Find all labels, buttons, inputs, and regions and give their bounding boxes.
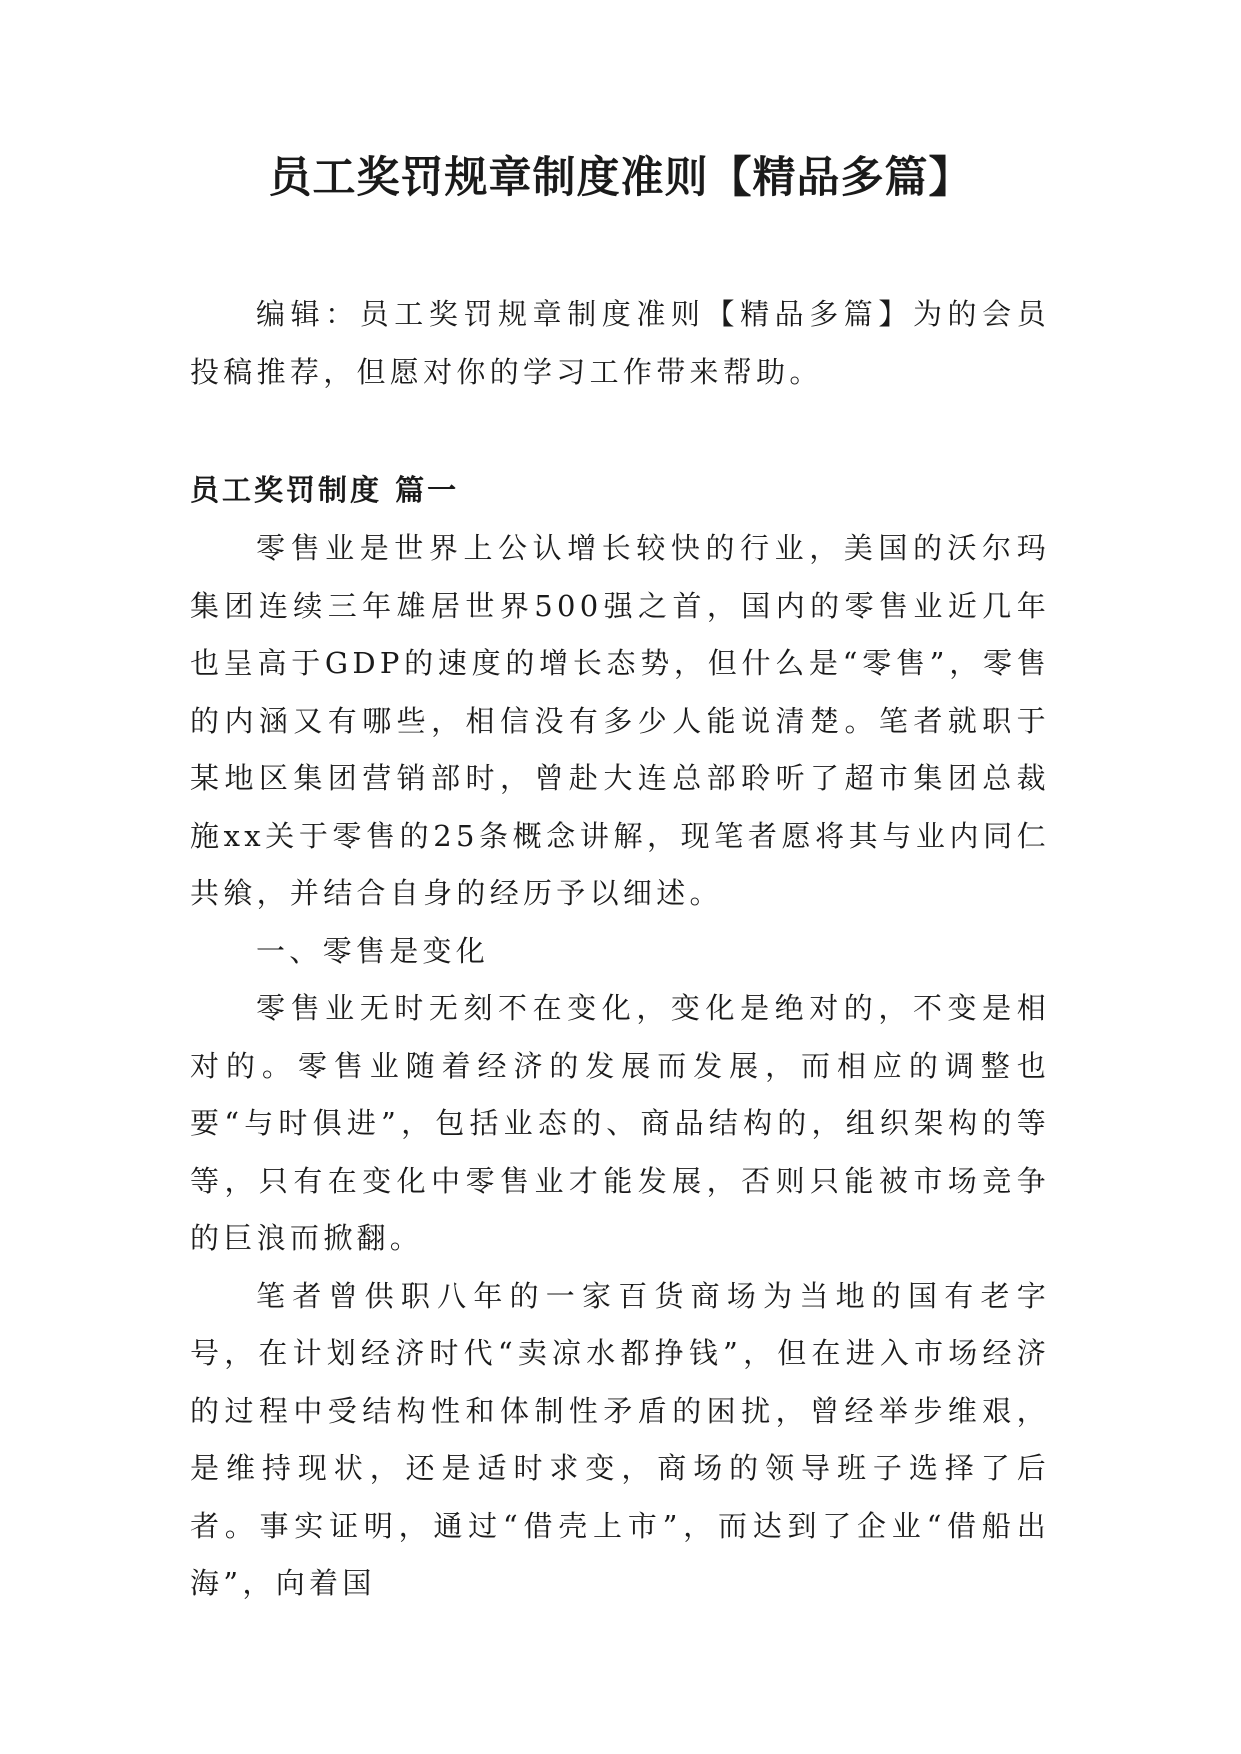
paragraph-1: 零售业是世界上公认增长较快的行业，美国的沃尔玛集团连续三年雄居世界500强之首，国内的零售业近几年也呈高于GDP的速度的增长态势，但什么是“零售”，零售的内涵又有哪些，相信没有多少人能说清楚。笔者就职于某地区集团营销部时，曾赴大连总部聆听了超市集团总裁施xx关于零售的25条概念讲解，现笔者愿将其与业内同仁共飨，并结合自身的经历予以细述。 xyxy=(190,531,1050,910)
section-heading: 员工奖罚制度 篇一 xyxy=(190,473,460,507)
article-body xyxy=(190,520,1050,1613)
paragraph-2: 零售业无时无刻不在变化，变化是绝对的，不变是相对的。零售业随着经济的发展而发展，而相应的调整也要“与时俱进”，包括业态的、商品结构的，组织架构的等等，只有在变化中零售业才能发展，否则只能被市场竞争的巨浪而掀翻。 xyxy=(190,991,1050,1255)
document-title: 员工奖罚规章制度准则【精品多篇】 xyxy=(268,153,973,203)
paragraph-3: 笔者曾供职八年的一家百货商场为当地的国有老字号，在计划经济时代“卖凉水都挣钱”，但在进入市场经济的过程中受结构性和体制性矛盾的困扰，曾经举步维艰，是维持现状，还是适时求变，商场的领导班子选择了后者。事实证明，通过“借壳上市”，而达到了企业“借船出海”，向着国 xyxy=(190,1278,1050,1600)
intro-paragraph: 编辑：员工奖罚规章制度准则【精品多篇】为的会员投稿推荐，但愿对你的学习工作带来帮助。 xyxy=(190,297,1050,389)
subheading-change: 一、零售是变化 xyxy=(256,933,490,968)
